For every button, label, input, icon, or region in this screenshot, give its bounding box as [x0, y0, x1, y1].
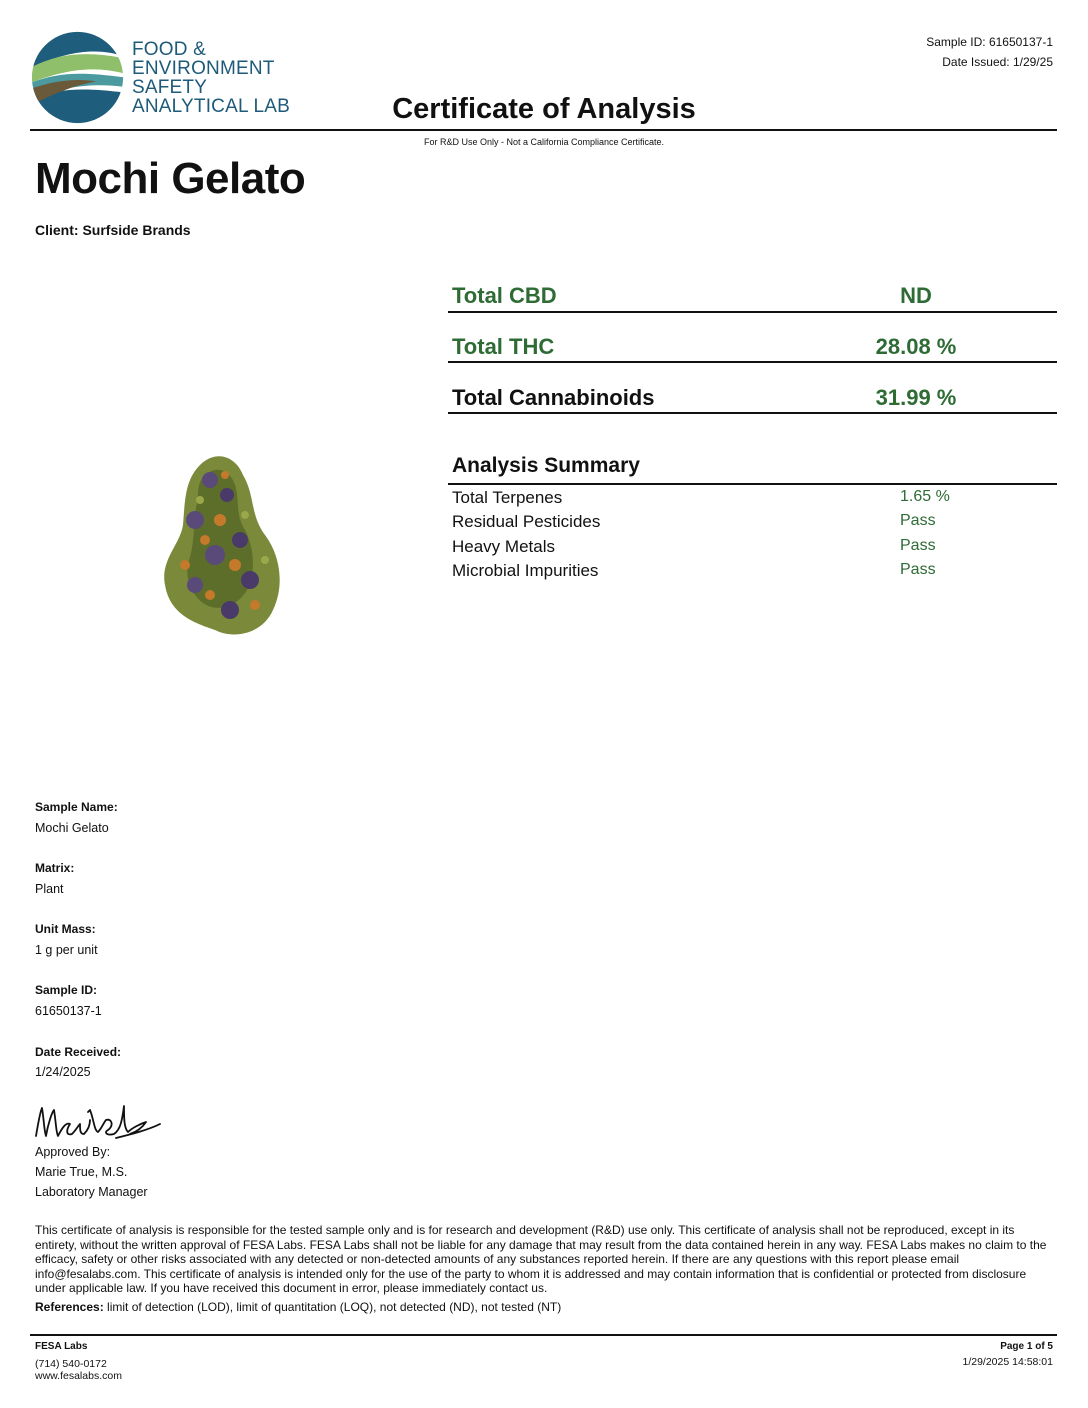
footer-divider — [30, 1334, 1057, 1336]
sample-id-value: 61650137-1 — [35, 1004, 102, 1018]
total-cbd-label: Total CBD — [452, 283, 557, 308]
total-thc-value: 28.08 % — [875, 334, 957, 359]
analysis-summary-title: Analysis Summary — [452, 454, 640, 477]
product-image — [155, 445, 290, 645]
sample-name-label: Sample Name: — [35, 800, 118, 814]
summary-row-label: Heavy Metals — [452, 537, 555, 556]
analysis-summary-divider — [448, 483, 1057, 485]
total-thc-label: Total THC — [452, 334, 555, 359]
page-title: Certificate of Analysis — [392, 93, 696, 125]
date-received-value: 1/24/2025 — [35, 1065, 91, 1079]
references — [35, 1300, 1055, 1314]
signature-icon — [32, 1100, 162, 1148]
total-thc-divider — [448, 361, 1057, 363]
header-date-issued: Date Issued: 1/29/25 — [942, 55, 1053, 69]
summary-row-label: Total Terpenes — [452, 488, 563, 507]
total-cannabinoids-divider — [448, 412, 1057, 414]
matrix-label: Matrix: — [35, 861, 75, 875]
approver-role: Laboratory Manager — [35, 1185, 148, 1199]
approved-by-label: Approved By: — [35, 1145, 111, 1159]
summary-row-value: 1.65 % — [900, 488, 950, 505]
product-name: Mochi Gelato — [35, 154, 306, 203]
footer-website[interactable]: www.fesalabs.com — [35, 1370, 122, 1382]
summary-row-label: Microbial Impurities — [452, 561, 599, 580]
summary-row-value: Pass — [900, 561, 936, 578]
references-text: limit of detection (LOD), limit of quantitation (LOQ), not detected (ND), not tested (NT) — [103, 1300, 562, 1314]
lab-name-line-1: FOOD & — [132, 39, 207, 60]
unit-mass-value: 1 g per unit — [35, 943, 98, 957]
total-cannabinoids-value: 31.99 % — [875, 385, 957, 410]
header-sample-id: Sample ID: 61650137-1 — [926, 35, 1053, 49]
total-cbd-value: ND — [900, 283, 932, 308]
summary-row-label: Residual Pesticides — [452, 512, 601, 531]
footer-phone: (714) 540-0172 — [35, 1358, 107, 1370]
footer-timestamp: 1/29/2025 14:58:01 — [962, 1356, 1053, 1368]
sample-id-label: Sample ID: — [35, 983, 98, 997]
summary-row-value: Pass — [900, 512, 936, 529]
unit-mass-label: Unit Mass: — [35, 922, 96, 936]
total-cannabinoids-label: Total Cannabinoids — [452, 385, 655, 410]
references-label: References: — [35, 1300, 104, 1314]
approver-name: Marie True, M.S. — [35, 1165, 128, 1179]
lab-name-line-4: ANALYTICAL LAB — [132, 96, 291, 117]
lab-name-line-3: SAFETY — [132, 77, 208, 98]
footer-page-number: Page 1 of 5 — [1000, 1341, 1053, 1352]
rd-disclaimer: For R&D Use Only - Not a California Compliance Certificate. — [423, 137, 665, 147]
legal-disclaimer: This certificate of analysis is responsible for the tested sample only and is for research and development (R&D) use only. This certificate of analysis shall not be reproduced, except in its entirety, without the written approval of FESA Labs. FESA Labs shall not be liable for any damage that may result from the data contained herein in any way. FESA Labs makes no claim to the efficacy, safety or other risks associated with any detected or non-detected amounts of any substances reported herein. If there are any questions with this report please email info@fesalabs.com. This certificate of analysis is intended only for the use of the party to whom it is addressed and may contain information that is confidential or protected from disclosure under applicable law. If you have received this document in error, please immediately contact us. — [35, 1223, 1047, 1295]
sample-name-value: Mochi Gelato — [35, 821, 109, 835]
matrix-value: Plant — [35, 882, 64, 896]
date-received-label: Date Received: — [35, 1045, 122, 1059]
header-divider — [30, 129, 1057, 131]
footer-company: FESA Labs — [35, 1341, 88, 1352]
lab-name-line-2: ENVIRONMENT — [132, 58, 275, 79]
client-name: Client: Surfside Brands — [35, 222, 191, 238]
total-cbd-divider — [448, 311, 1057, 313]
summary-row-value: Pass — [900, 537, 936, 554]
